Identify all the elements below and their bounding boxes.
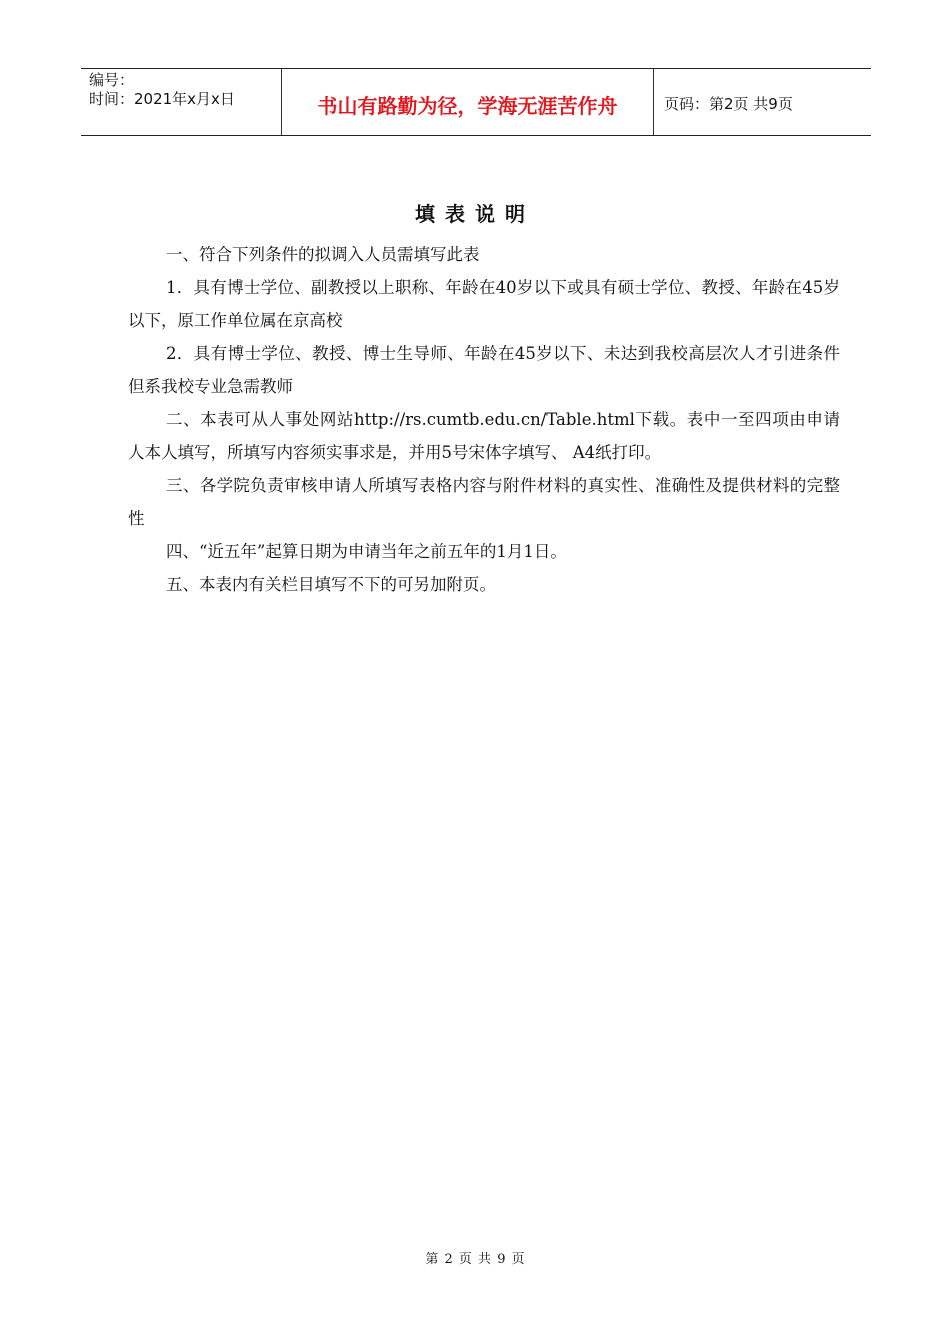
- paragraph-3: 2．具有博士学位、教授、博士生导师、年龄在45岁以下、未达到我校高层次人才引进条件但系我校专业急需教师: [128, 344, 840, 396]
- page-footer: 第 2 页 共 9 页: [425, 1252, 525, 1267]
- motto: 书山有路勤为径，学海无涯苦作舟: [282, 69, 654, 135]
- number-label: 编号：: [89, 71, 135, 89]
- instructions-body: [128, 238, 840, 601]
- paragraph-2: 1．具有博士学位、副教授以上职称、年龄在40岁以下或具有硕士学位、教授、年龄在45岁以下，原工作单位属在京高校: [128, 278, 840, 330]
- paragraph-1: 一、符合下列条件的拟调入人员需填写此表: [166, 245, 480, 264]
- page-title: 填表说明: [415, 202, 535, 226]
- paragraph-4: 二、本表可从人事处网站http://rs.cumtb.edu.cn/Table.html下载。表中一至四项由申请人本人填写，所填写内容须实事求是，并用5号宋体字填写、 A4纸打印。: [128, 410, 840, 462]
- page-code: 页码：第2页 共9页: [664, 94, 793, 113]
- time-label: 时间：2021年x月x日: [89, 90, 235, 108]
- paragraph-7: 五、本表内有关栏目填写不下的可另加附页。: [166, 575, 496, 594]
- header-left-cell: [81, 69, 282, 135]
- paragraph-5: 三、各学院负责审核申请人所填写表格内容与附件材料的真实性、准确性及提供材料的完整性: [128, 476, 840, 528]
- page-header: [81, 68, 871, 136]
- paragraph-6: 四、“近五年”起算日期为申请当年之前五年的1月1日。: [166, 542, 567, 561]
